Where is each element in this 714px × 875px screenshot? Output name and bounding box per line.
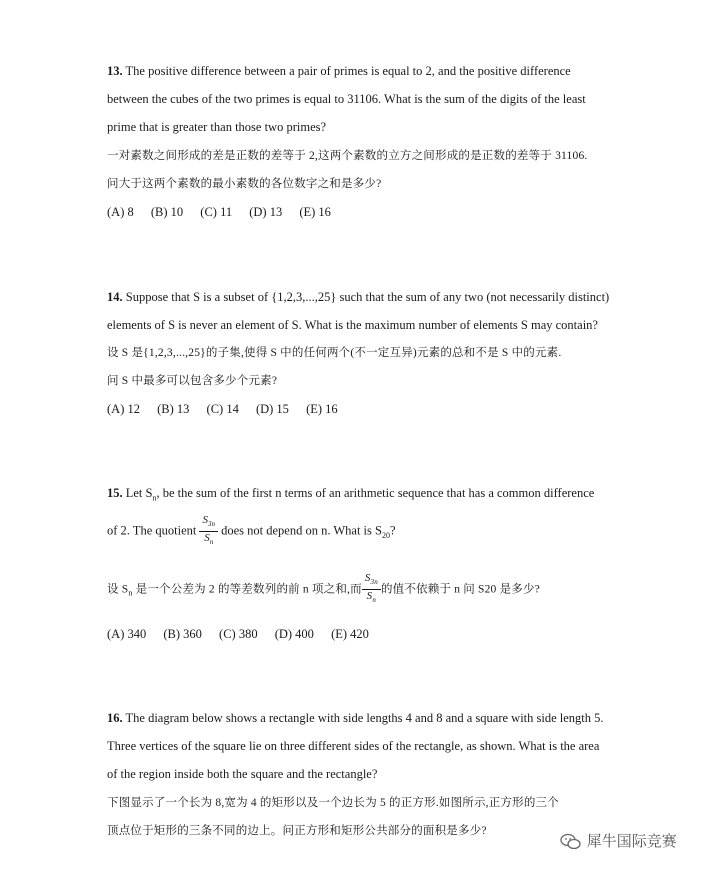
- q15-zh-line: 设 $S_n$ 是一个公差为 2 的等差数列的前 n 项之和,而 $\frac{S_{3n}}{S_n}$ 的值不依赖于 n 问 S20 是多少?: [107, 572, 540, 609]
- q15-number: 15.: [107, 486, 123, 500]
- q13-choices: [107, 205, 345, 220]
- q13-choice-b: (B) 10: [150, 205, 184, 219]
- q14-number: 14.: [107, 290, 123, 304]
- q15-choice-e: (E) 420: [331, 627, 369, 641]
- q14-line-2: elements of S is never an element of S. What is the maximum number of elements S may contain?: [107, 318, 598, 332]
- q16-line-1: 16. The diagram below shows a rectangle with side lengths 4 and 8 and a square with side length 5.: [107, 711, 604, 725]
- q15-choices: [107, 627, 383, 642]
- q13-number: 13.: [107, 64, 123, 78]
- q13-choice-d: (D) 13: [249, 205, 283, 219]
- q15-choice-d: (D) 400: [274, 627, 314, 641]
- q13-line-1: 13. The positive difference between a pair of primes is equal to 2, and the positive difference: [107, 64, 571, 78]
- q16-line-2: Three vertices of the square lie on three different sides of the rectangle, as shown. What is the area: [107, 739, 600, 753]
- q14-choice-d: (D) 15: [255, 402, 289, 416]
- q14-zh-line-2: 问 S 中最多可以包含多少个元素?: [107, 375, 278, 387]
- q14-choice-a: (A) 12: [107, 402, 140, 416]
- q14-choice-b: (B) 13: [157, 402, 190, 416]
- q16-number: 16.: [107, 711, 123, 725]
- q13-line-3: prime that is greater than those two primes?: [107, 120, 327, 134]
- watermark-text: 犀牛国际竞赛: [586, 832, 677, 850]
- q13-zh-line-2: 问大于这两个素数的最小素数的各位数字之和是多少?: [107, 178, 382, 190]
- q15-line-2: of 2. The quotient $\frac{S_{3n}}{S_n}$ does not depend on n. What is $S_{20}$?: [107, 514, 396, 551]
- q13-zh-line-1: 一对素数之间形成的差是正数的差等于 2,这两个素数的立方之间形成的是正数的差等于 31106.: [107, 150, 588, 162]
- q16-zh-line-1: 下图显示了一个长为 8,宽为 4 的矩形以及一个边长为 5 的正方形.如图所示,正方形的三个: [107, 797, 559, 809]
- wechat-icon: [560, 833, 582, 851]
- q13-choice-e: (E) 16: [299, 205, 331, 219]
- q14-choice-e: (E) 16: [306, 402, 338, 416]
- q14-line-1: 14. Suppose that S is a subset of {1,2,3,...,25} such that the sum of any two (not necessarily distinct): [107, 290, 610, 304]
- q15-choice-a: (A) 340: [107, 627, 147, 641]
- q16-line-3: of the region inside both the square and the rectangle?: [107, 767, 378, 781]
- q15-choice-b: (B) 360: [163, 627, 202, 641]
- q13-choice-c: (C) 11: [200, 205, 233, 219]
- q15-choice-c: (C) 380: [219, 627, 258, 641]
- q13-line-2: between the cubes of the two primes is equal to 31106. What is the sum of the digits of the least: [107, 92, 586, 106]
- q15-zh-fraction: $\frac{S_{3n}}{S_n}$: [362, 572, 381, 607]
- q13-choice-a: (A) 8: [107, 205, 134, 219]
- watermark: [560, 830, 710, 860]
- q15-fraction: $\frac{S_{3n}}{S_n}$: [199, 514, 218, 549]
- q14-choices: [107, 402, 352, 417]
- q14-choice-c: (C) 14: [206, 402, 239, 416]
- q15-line-1: 15. Let $S_n$, be the sum of the first n terms of an arithmetic sequence that has a common difference: [107, 486, 595, 503]
- q14-zh-line-1: 设 S 是{1,2,3,...,25}的子集,使得 S 中的任何两个(不一定互异)元素的总和不是 S 中的元素.: [107, 347, 562, 359]
- q16-zh-line-2: 顶点位于矩形的三条不同的边上。问正方形和矩形公共部分的面积是多少?: [107, 825, 487, 837]
